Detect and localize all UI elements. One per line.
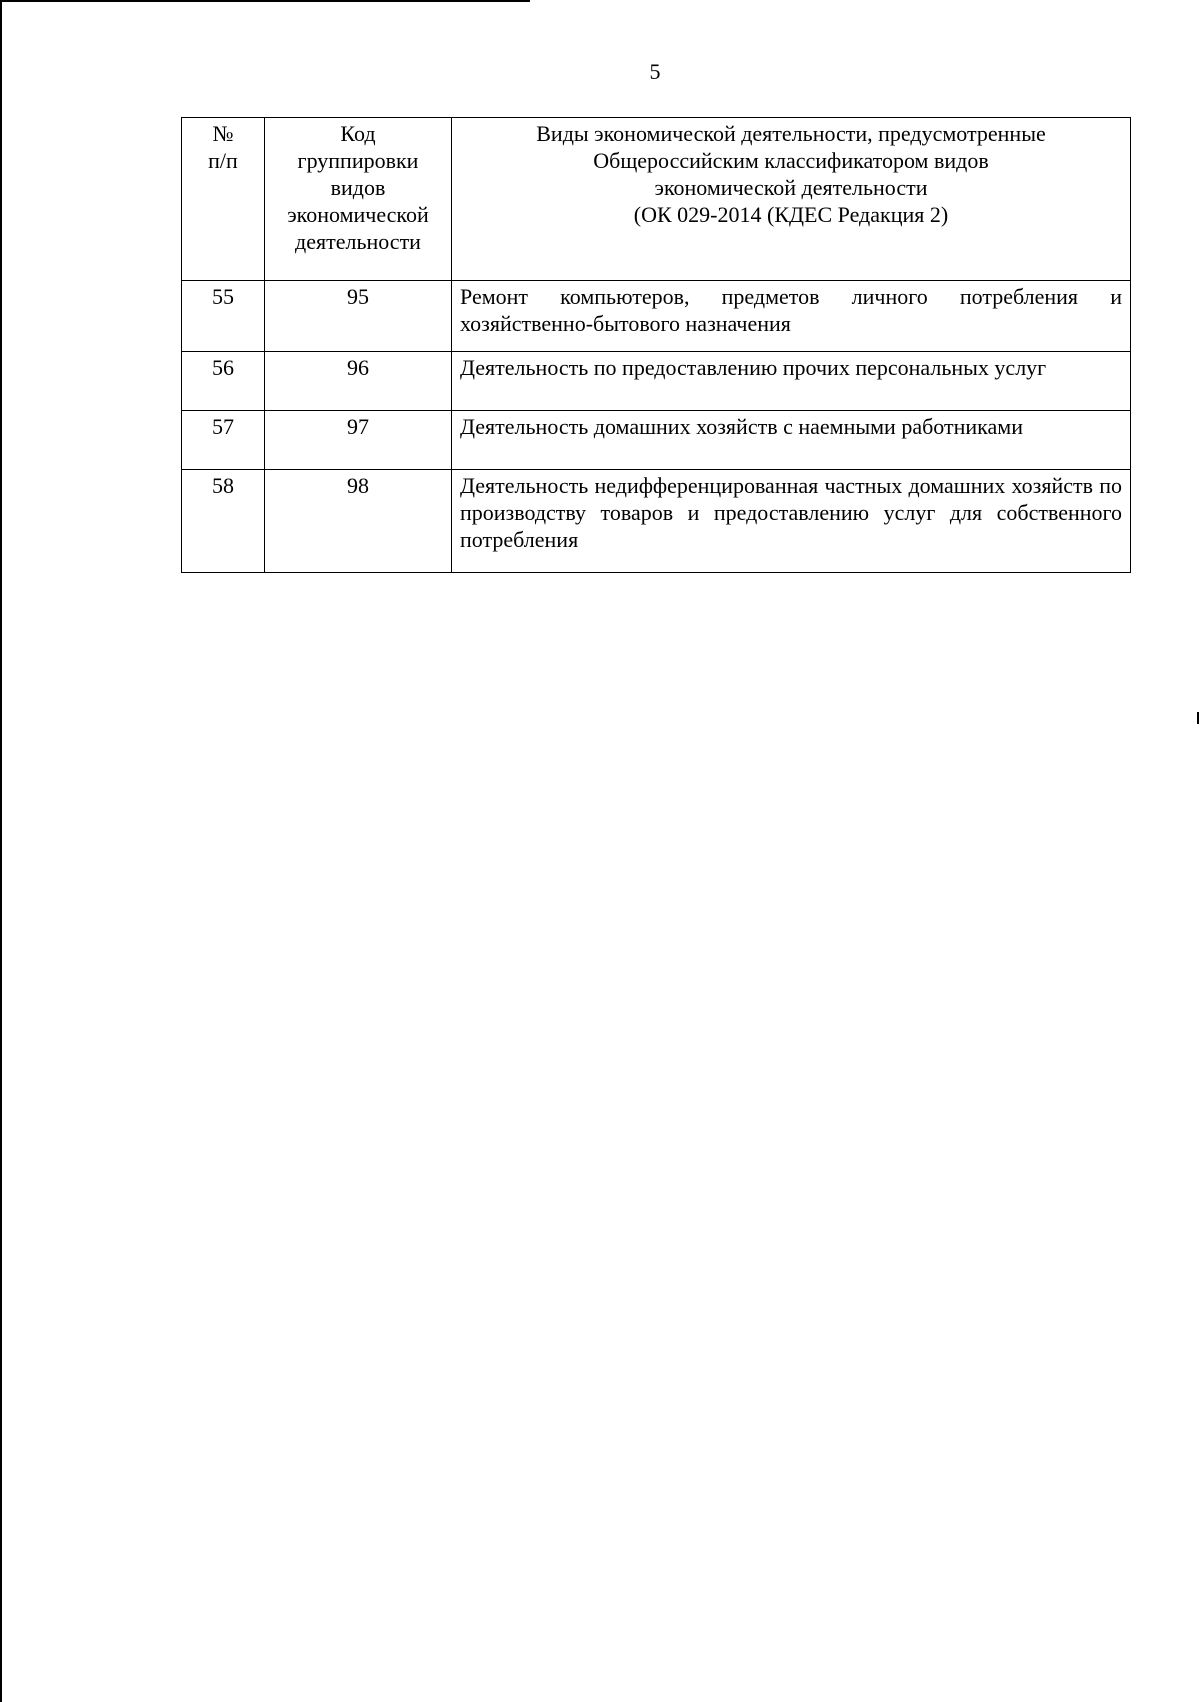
- cell-num: 57: [182, 411, 265, 470]
- cell-code: 97: [265, 411, 452, 470]
- table-row: [182, 470, 1131, 573]
- cell-description: Деятельность домашних хозяйств с наемными работниками: [452, 411, 1131, 470]
- table-row: [182, 411, 1131, 470]
- cell-num: 56: [182, 352, 265, 411]
- cell-code: 95: [265, 281, 452, 352]
- cell-code: 96: [265, 352, 452, 411]
- cell-description: Деятельность недифференцированная частных домашних хозяйств по производству товаров и предоставлению услуг для собственного потребления: [452, 470, 1131, 573]
- header-num-label: № п/п: [208, 121, 238, 173]
- header-description-label: Виды экономической деятельности, предусмотренные Общероссийским классификатором видов экономической деятельности (ОК 029-2014 (КДЕС Редакция 2): [536, 121, 1046, 227]
- cell-description: Ремонт компьютеров, предметов личного потребления и хозяйственно-бытового назначения: [452, 281, 1131, 352]
- header-code-label: Код группировки видов экономической деятельности: [287, 121, 429, 254]
- header-code: [265, 118, 452, 281]
- scan-top-edge: [0, 0, 530, 2]
- scan-right-mark: [1197, 712, 1199, 724]
- table-row: [182, 352, 1131, 411]
- cell-num: 55: [182, 281, 265, 352]
- page-number: 5: [649, 59, 661, 84]
- okved-table: [181, 117, 1131, 573]
- table-row: [182, 281, 1131, 352]
- cell-code: 98: [265, 470, 452, 573]
- table-header-row: [182, 118, 1131, 281]
- cell-num: 58: [182, 470, 265, 573]
- cell-description: Деятельность по предоставлению прочих персональных услуг: [452, 352, 1131, 411]
- header-description: [452, 118, 1131, 281]
- scan-left-edge: [0, 0, 2, 1702]
- header-num: [182, 118, 265, 281]
